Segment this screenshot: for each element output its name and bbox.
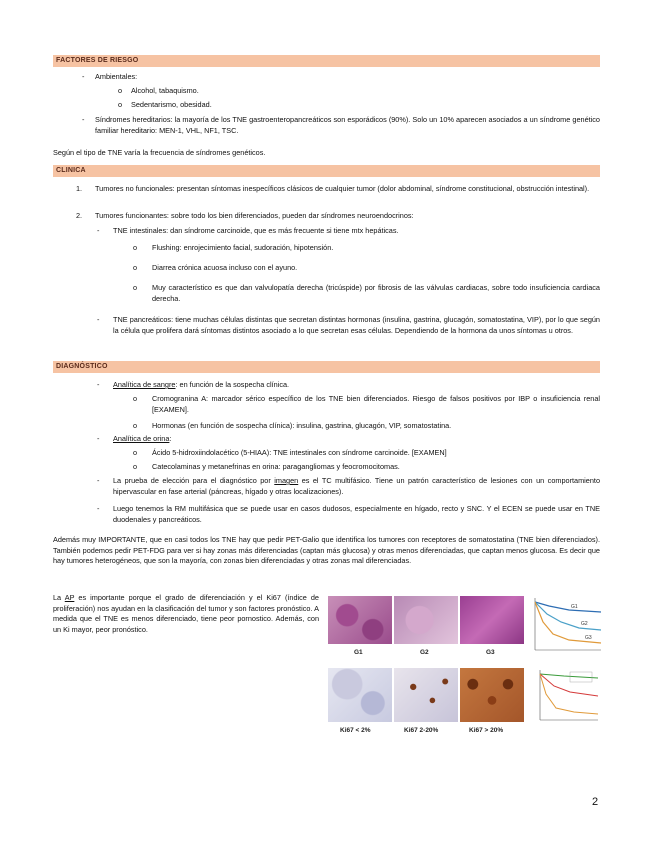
segun-text: Según el tipo de TNE varía la frecuencia de síndromes genéticos. <box>53 148 266 157</box>
ki67-high-image <box>460 668 524 722</box>
ap-text-u: AP <box>64 593 75 602</box>
analitica-orina <box>113 434 171 445</box>
analitica-sangre <box>113 380 289 391</box>
list-number: 2. <box>76 211 83 220</box>
list-item: Muy característico es que dan valvulopatía derecha (tricúspide) por fibrosis de las válvulas cardiacas, sobre todo insuficiencia cardiaca derecha. <box>152 283 600 303</box>
circle-bullet-icon: o <box>133 394 138 403</box>
list-item: Sedentarismo, obesidad. <box>131 100 212 109</box>
histology-g3-image <box>460 596 524 644</box>
ademas-paragraph: Además muy IMPORTANTE, que en casi todos los TNE hay que pedir PET-Galio que identifica los tumores con receptores de somatostatina (TNE bien diferenciados). También podemos pedir PET-FDG para ver si hay zonas más diferenciadas (captan más glucosa) y otras menos diferenciadas, que captan menos glucosa. Es decir que hay tumores heterogéneos, que son la mayoría, con zonas bien diferenciadas y otras zonas mal diferenciadas. <box>53 535 600 566</box>
circle-bullet-icon: o <box>133 448 138 457</box>
dash-bullet: - <box>82 115 85 124</box>
ki67-mid-image <box>394 668 458 722</box>
dash-bullet: - <box>97 476 100 485</box>
page-number: 2 <box>592 796 599 808</box>
section-header-clinica: CLINICA <box>53 165 600 177</box>
section-header-riesgo: FACTORES DE RIESGO <box>53 55 600 67</box>
survival-curve-grades <box>529 596 603 656</box>
prueba-text-a: La prueba de elección para el diagnóstico por <box>113 476 275 485</box>
label-ki67-low: Ki67 < 2% <box>340 727 371 734</box>
circle-bullet-icon: o <box>118 86 123 95</box>
curve-label-g3: G3 <box>585 635 592 641</box>
list-item: Flushing: enrojecimiento facial, sudoración, hipotensión. <box>152 243 334 252</box>
analitica-orina-rest: : <box>169 434 172 443</box>
dash-bullet: - <box>82 72 85 81</box>
list-item: Hormonas (en función de sospecha clínica): insulina, gastrina, glucagón, VIP, somatostatina. <box>152 421 452 430</box>
analitica-sangre-label: Analítica de sangre <box>113 380 176 389</box>
curve-label-g1: G1 <box>571 604 578 610</box>
circle-bullet-icon: o <box>133 462 138 471</box>
label-ki67-mid: Ki67 2-20% <box>404 727 439 734</box>
analitica-sangre-rest: : en función de la sospecha clínica. <box>175 380 290 389</box>
list-item: Cromogranina A: marcador sérico específico de los TNE bien diferenciados. Riesgo de falsos positivos por IBP o insuficiencia renal [EXAMEN]. <box>152 394 600 414</box>
circle-bullet-icon: o <box>118 100 123 109</box>
clinica-item-1: Tumores no funcionales: presentan síntomas inespecíficos clásicos de cualquier tumor (dolor abdominal, síndrome constitucional, obstrucción intestinal). <box>95 184 590 193</box>
prueba-text-b: es el TC multifásico. Tiene un patrón característico de lesiones con un comportamiento hipervascular en fase arterial (páncreas, hígado y otras localizaciones). <box>113 476 600 496</box>
list-item: Catecolaminas y metanefrinas en orina: paragangliomas y feocromocitomas. <box>152 462 400 471</box>
tne-pancreaticos: TNE pancreáticos: tiene muchas células distintas que secretan distintas hormonas (insulina, gastrina, glucagón, somatostatina, VIP), por lo que según la célula que prolifera dará síntomas distintos asociado a lo que secretan esas células. Dependiendo de la hormona da unos síntomas u otros. <box>113 315 600 335</box>
curve-label-g2: G2 <box>581 621 588 627</box>
prueba-eleccion <box>113 476 600 497</box>
clinica-item-2: Tumores funcionantes: sobre todo los bien diferenciados, pueden dar síndromes neuroendocrinos: <box>95 211 414 220</box>
list-item: Ácido 5-hidroxiindolacético (5-HIAA): TNE intestinales con síndrome carcinoide. [EXAMEN] <box>152 448 447 457</box>
list-number: 1. <box>76 184 83 193</box>
label-g3: G3 <box>486 649 495 656</box>
ap-text-b: es importante porque el grado de diferenciación y el Ki67 (índice de proliferación) nos ayudan en la clasificación del tumor y son factores pronóstico. A medida que el TNE es menos diferenciado, tiene peor pornostico. Además, con un Ki mayor, peor pronóstico. <box>53 593 319 634</box>
survival-curve-ki67 <box>534 668 600 728</box>
circle-bullet-icon: o <box>133 263 138 272</box>
label-g1: G1 <box>354 649 363 656</box>
list-item: Diarrea crónica acuosa incluso con el ayuno. <box>152 263 298 272</box>
dash-bullet: - <box>97 315 100 324</box>
circle-bullet-icon: o <box>133 243 138 252</box>
circle-bullet-icon: o <box>133 283 138 292</box>
ap-text-a: La <box>53 593 65 602</box>
list-item: Alcohol, tabaquismo. <box>131 86 199 95</box>
circle-bullet-icon: o <box>133 421 138 430</box>
tne-intestinales: TNE intestinales: dan síndrome carcinoide, que es más frecuente si tiene mtx hepáticas. <box>113 226 399 235</box>
prueba-text-imagen: imagen <box>274 476 299 485</box>
ambientales-label: Ambientales: <box>95 72 138 81</box>
ap-paragraph <box>53 593 319 635</box>
label-g2: G2 <box>420 649 429 656</box>
label-ki67-high: Ki67 > 20% <box>469 727 504 734</box>
section-header-diagnostico: DIAGNÓSTICO <box>53 361 600 373</box>
histology-g1-image <box>328 596 392 644</box>
dash-bullet: - <box>97 380 100 389</box>
dash-bullet: - <box>97 434 100 443</box>
histology-figure <box>326 593 603 743</box>
histology-g2-image <box>394 596 458 644</box>
rm-text: Luego tenemos la RM multifásica que se puede usar en casos dudosos, especialmente en hígado, recto y SNC. Y el ECEN se puede usar en TNE duodenales y pancreáticos. <box>113 504 600 524</box>
analitica-orina-label: Analítica de orina <box>113 434 170 443</box>
dash-bullet: - <box>97 226 100 235</box>
sindromes-text: Síndromes hereditarios: la mayoría de los TNE gastroenteropancreáticos son esporádicos (90%). Solo un 10% aparecen asociados a un síndrome genético familiar hereditario: MEN-1, VHL, NF1, TSC. <box>95 115 600 135</box>
ki67-low-image <box>328 668 392 722</box>
dash-bullet: - <box>97 504 100 513</box>
